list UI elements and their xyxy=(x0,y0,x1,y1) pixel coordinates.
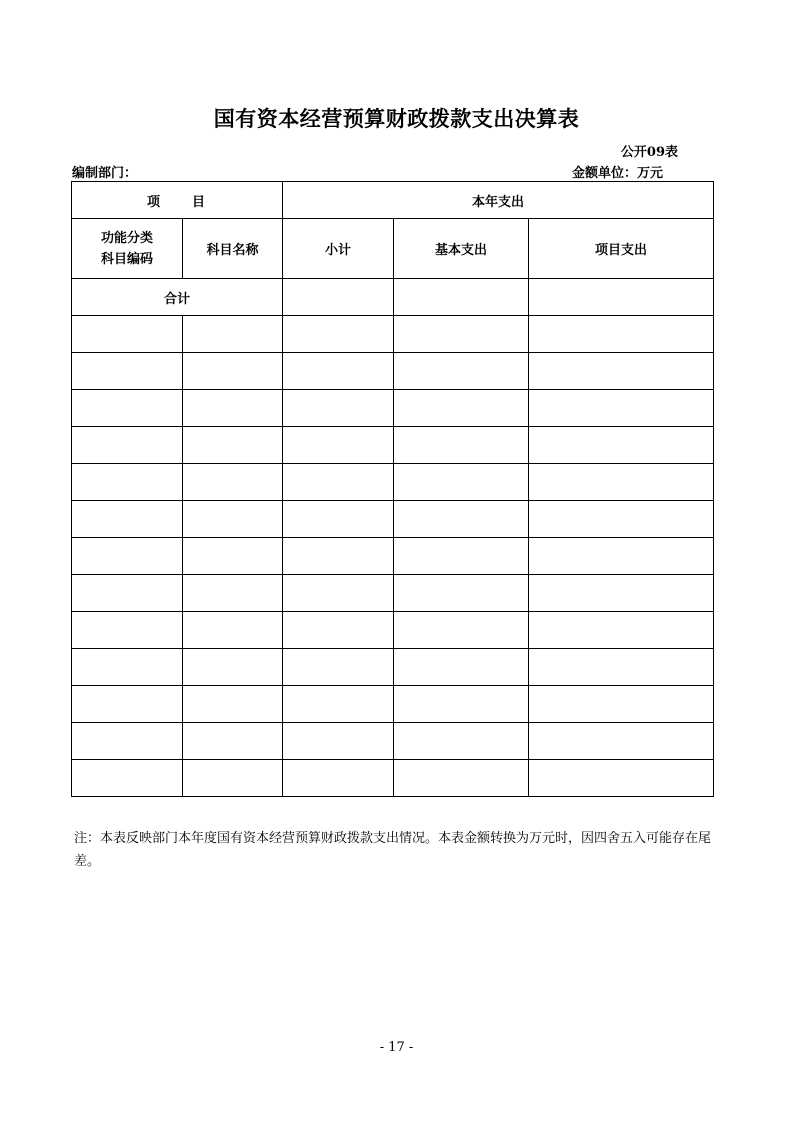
header-row-columns xyxy=(72,219,714,279)
table-row xyxy=(72,501,714,538)
cell-project-expense xyxy=(529,760,714,797)
header-function-code xyxy=(72,219,183,279)
cell-basic-expense xyxy=(394,390,529,427)
cell-function-code xyxy=(72,538,183,575)
cell-project-expense xyxy=(529,390,714,427)
cell-subtotal xyxy=(283,390,394,427)
total-subtotal xyxy=(283,279,394,316)
header-subtotal: 小计 xyxy=(283,219,394,279)
header-current-year: 本年支出 xyxy=(283,182,714,219)
cell-basic-expense xyxy=(394,501,529,538)
cell-subtotal xyxy=(283,316,394,353)
cell-function-code xyxy=(72,649,183,686)
table-row xyxy=(72,612,714,649)
header-function-code-line2: 科目编码 xyxy=(100,251,153,267)
cell-subtotal xyxy=(283,538,394,575)
cell-basic-expense xyxy=(394,575,529,612)
table-row xyxy=(72,427,714,464)
cell-basic-expense xyxy=(394,686,529,723)
cell-subject-name xyxy=(183,686,283,723)
page-number: - 17 - xyxy=(379,1040,414,1055)
cell-function-code xyxy=(72,760,183,797)
cell-project-expense xyxy=(529,316,714,353)
cell-subject-name xyxy=(183,649,283,686)
cell-function-code xyxy=(72,353,183,390)
cell-project-expense xyxy=(529,723,714,760)
cell-subject-name xyxy=(183,760,283,797)
table-row xyxy=(72,575,714,612)
table-row xyxy=(72,760,714,797)
footnote: 注：本表反映部门本年度国有资本经营预算财政拨款支出情况。本表金额转换为万元时，因四舍五入可能存在尾差。 xyxy=(74,831,712,869)
cell-subtotal xyxy=(283,353,394,390)
cell-project-expense xyxy=(529,575,714,612)
cell-subtotal xyxy=(283,464,394,501)
cell-subject-name xyxy=(183,316,283,353)
total-basic-expense xyxy=(394,279,529,316)
cell-subtotal xyxy=(283,723,394,760)
cell-project-expense xyxy=(529,538,714,575)
cell-subtotal xyxy=(283,649,394,686)
cell-function-code xyxy=(72,575,183,612)
cell-basic-expense xyxy=(394,723,529,760)
header-row-group xyxy=(72,182,714,219)
cell-basic-expense xyxy=(394,612,529,649)
cell-basic-expense xyxy=(394,760,529,797)
table-row xyxy=(72,649,714,686)
cell-function-code xyxy=(72,390,183,427)
cell-function-code xyxy=(72,723,183,760)
cell-subtotal xyxy=(283,760,394,797)
cell-subject-name xyxy=(183,723,283,760)
cell-basic-expense xyxy=(394,649,529,686)
department-label: 编制部门： xyxy=(72,166,138,181)
cell-function-code xyxy=(72,464,183,501)
cell-subject-name xyxy=(183,612,283,649)
cell-basic-expense xyxy=(394,316,529,353)
table-row xyxy=(72,316,714,353)
table-row xyxy=(72,390,714,427)
cell-subtotal xyxy=(283,686,394,723)
cell-function-code xyxy=(72,316,183,353)
cell-function-code xyxy=(72,501,183,538)
cell-subject-name xyxy=(183,390,283,427)
cell-subtotal xyxy=(283,575,394,612)
unit-label: 金额单位：万元 xyxy=(571,166,663,181)
cell-subject-name xyxy=(183,464,283,501)
cell-project-expense xyxy=(529,464,714,501)
table-row xyxy=(72,464,714,501)
cell-basic-expense xyxy=(394,464,529,501)
header-item: 项 目 xyxy=(72,182,283,219)
table-row xyxy=(72,686,714,723)
cell-project-expense xyxy=(529,649,714,686)
cell-subtotal xyxy=(283,612,394,649)
cell-basic-expense xyxy=(394,538,529,575)
table-row xyxy=(72,538,714,575)
cell-project-expense xyxy=(529,612,714,649)
page-title: 国有资本经营预算财政拨款支出决算表 xyxy=(213,106,580,131)
cell-subject-name xyxy=(183,427,283,464)
cell-project-expense xyxy=(529,353,714,390)
header-subject-name: 科目名称 xyxy=(183,219,283,279)
cell-function-code xyxy=(72,427,183,464)
table-row xyxy=(72,353,714,390)
cell-subject-name xyxy=(183,575,283,612)
cell-basic-expense xyxy=(394,427,529,464)
cell-project-expense xyxy=(529,427,714,464)
cell-subtotal xyxy=(283,427,394,464)
cell-function-code xyxy=(72,612,183,649)
cell-subtotal xyxy=(283,501,394,538)
header-project-expense: 项目支出 xyxy=(529,219,714,279)
total-label: 合计 xyxy=(72,279,283,316)
cell-project-expense xyxy=(529,501,714,538)
header-function-code-line1: 功能分类 xyxy=(100,230,153,246)
cell-project-expense xyxy=(529,686,714,723)
cell-function-code xyxy=(72,686,183,723)
cell-subject-name xyxy=(183,501,283,538)
expenditure-table xyxy=(71,181,714,797)
total-row xyxy=(72,279,714,316)
cell-subject-name xyxy=(183,538,283,575)
total-project-expense xyxy=(529,279,714,316)
form-code: 公开09表 xyxy=(620,145,678,160)
table-row xyxy=(72,723,714,760)
header-basic-expense: 基本支出 xyxy=(394,219,529,279)
cell-subject-name xyxy=(183,353,283,390)
cell-basic-expense xyxy=(394,353,529,390)
